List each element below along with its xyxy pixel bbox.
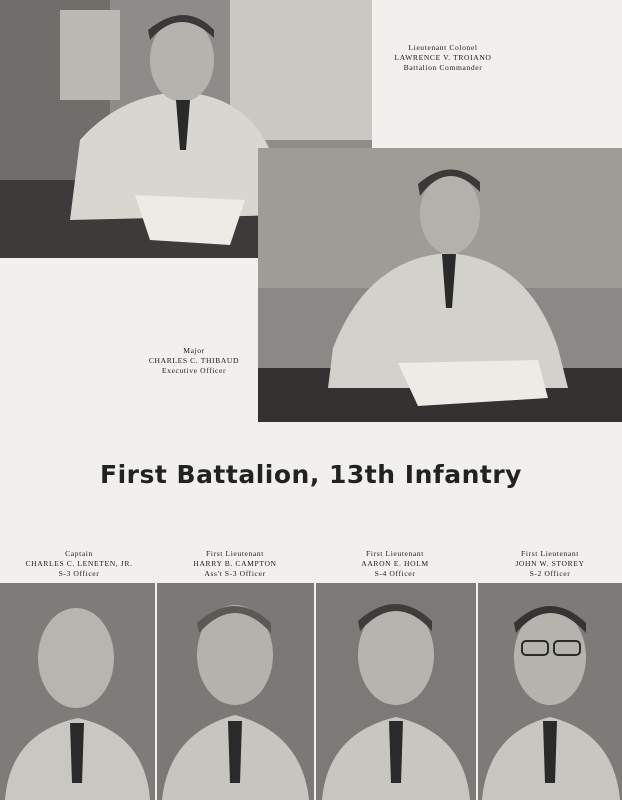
page-title: First Battalion, 13th Infantry [100, 460, 522, 489]
executive-caption [130, 346, 258, 376]
commander-caption [372, 43, 514, 73]
executive-position: Executive Officer [161, 366, 227, 375]
staff-photo-1 [0, 583, 155, 800]
executive-name: CHARLES C. THIBAUD [148, 356, 240, 365]
staff-caption-4 [478, 549, 622, 579]
executive-photo [258, 148, 622, 422]
staff-caption-3 [315, 549, 475, 579]
staff-photo-2 [157, 583, 314, 800]
staff-position: S-3 Officer [58, 569, 100, 578]
staff-rank: Captain [65, 549, 93, 558]
staff-name: CHARLES C. LENETEN, JR. [25, 559, 133, 568]
staff-position: S-2 Officer [529, 569, 571, 578]
commander-name: LAWRENCE V. TROIANO [394, 53, 492, 62]
executive-rank: Major [183, 346, 205, 355]
commander-rank: Lieutenant Colonel [408, 43, 478, 52]
staff-name: JOHN W. STOREY [515, 559, 585, 568]
staff-rank: First Lieutenant [366, 549, 424, 558]
staff-photo-4 [478, 583, 622, 800]
staff-rank: First Lieutenant [206, 549, 264, 558]
staff-name: AARON E. HOLM [361, 559, 429, 568]
staff-position: S-4 Officer [374, 569, 416, 578]
staff-name: HARRY B. CAMPTON [193, 559, 277, 568]
staff-position: Ass't S-3 Officer [204, 569, 266, 578]
commander-position: Battalion Commander [403, 63, 483, 72]
staff-photo-3 [316, 583, 476, 800]
staff-caption-2 [155, 549, 315, 579]
staff-rank: First Lieutenant [521, 549, 579, 558]
staff-caption-1 [0, 549, 158, 579]
